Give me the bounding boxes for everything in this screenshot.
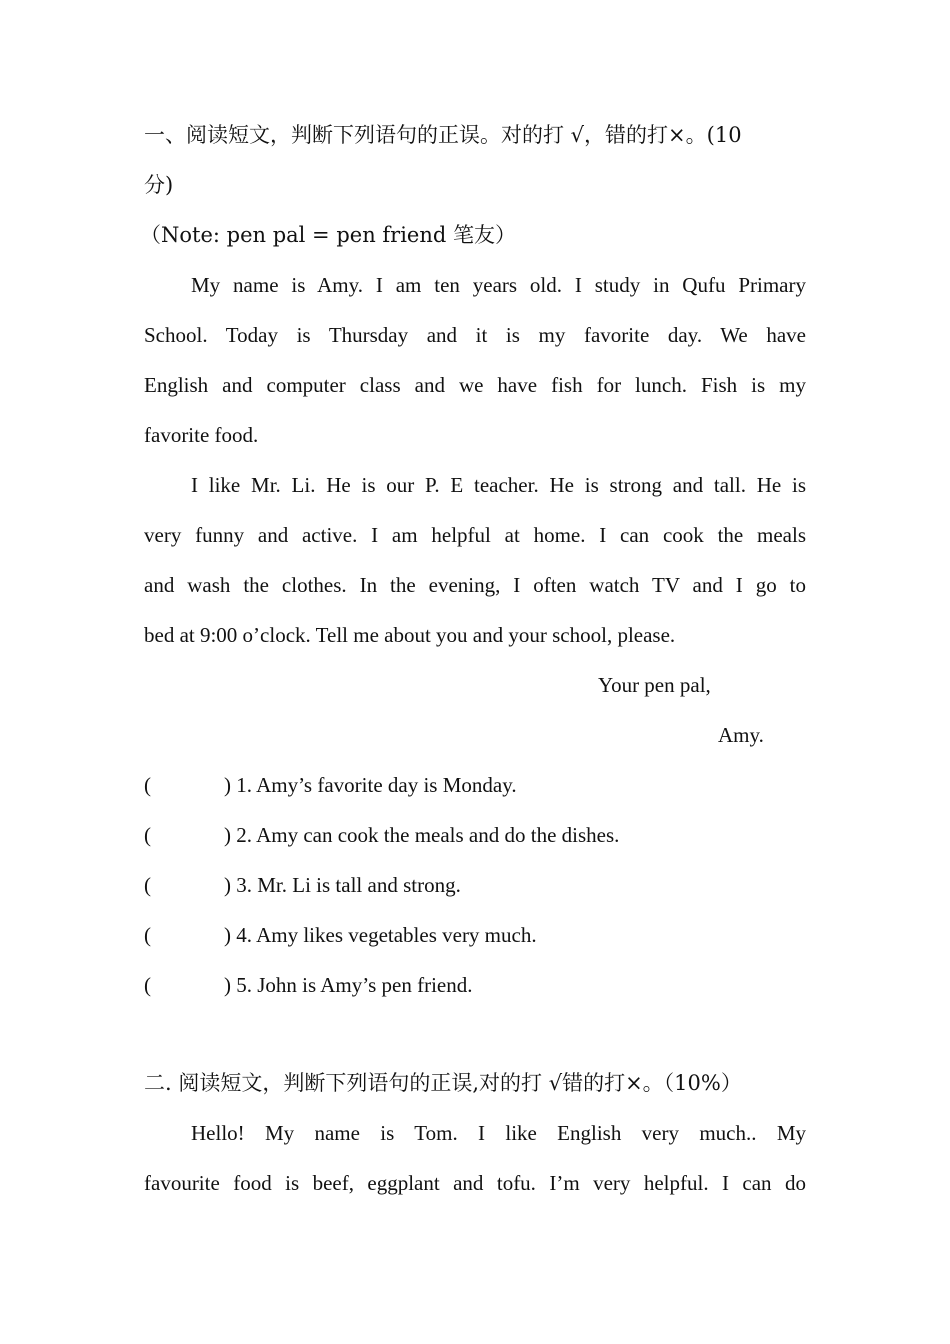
- answer-blank[interactable]: (: [144, 823, 151, 847]
- answer-blank[interactable]: (: [144, 973, 151, 997]
- question-text: ) 4. Amy likes vegetables very much.: [224, 923, 537, 947]
- letter-signature: Amy.: [718, 723, 764, 747]
- vocab-note: （Note: pen pal = pen friend 笔友）: [140, 223, 517, 247]
- question-text: ) 5. John is Amy’s pen friend.: [224, 973, 473, 997]
- section2-heading: 二. 阅读短文，判断下列语句的正误,对的打 √错的打×。（10%）: [144, 1071, 742, 1095]
- question-text: ) 1. Amy’s favorite day is Monday.: [224, 773, 517, 797]
- answer-blank[interactable]: (: [144, 773, 151, 797]
- section1-heading: 一、阅读短文，判断下列语句的正误。对的打 √，错的打×。(10: [144, 123, 742, 147]
- passage-line: favourite food is beef, eggplant and tofu. I’m very helpful. I can do: [144, 1171, 806, 1195]
- passage-line: I like Mr. Li. He is our P. E teacher. He is strong and tall. He is: [191, 473, 806, 497]
- answer-blank[interactable]: (: [144, 923, 151, 947]
- passage-line: My name is Amy. I am ten years old. I study in Qufu Primary: [191, 273, 806, 297]
- passage-line: very funny and active. I am helpful at home. I can cook the meals: [144, 523, 806, 547]
- passage-line: School. Today is Thursday and it is my favorite day. We have: [144, 323, 806, 347]
- passage-line: and wash the clothes. In the evening, I often watch TV and I go to: [144, 573, 806, 597]
- passage-line: Hello! My name is Tom. I like English very much.. My: [191, 1121, 806, 1145]
- passage-line: bed at 9:00 o’clock. Tell me about you and your school, please.: [144, 623, 676, 647]
- passage-line: English and computer class and we have fish for lunch. Fish is my: [144, 373, 806, 397]
- passage-line: favorite food.: [144, 423, 259, 447]
- question-text: ) 3. Mr. Li is tall and strong.: [224, 873, 461, 897]
- letter-closing: Your pen pal,: [598, 673, 711, 697]
- section1-heading-continued: 分): [144, 173, 174, 197]
- answer-blank[interactable]: (: [144, 873, 151, 897]
- question-text: ) 2. Amy can cook the meals and do the dishes.: [224, 823, 620, 847]
